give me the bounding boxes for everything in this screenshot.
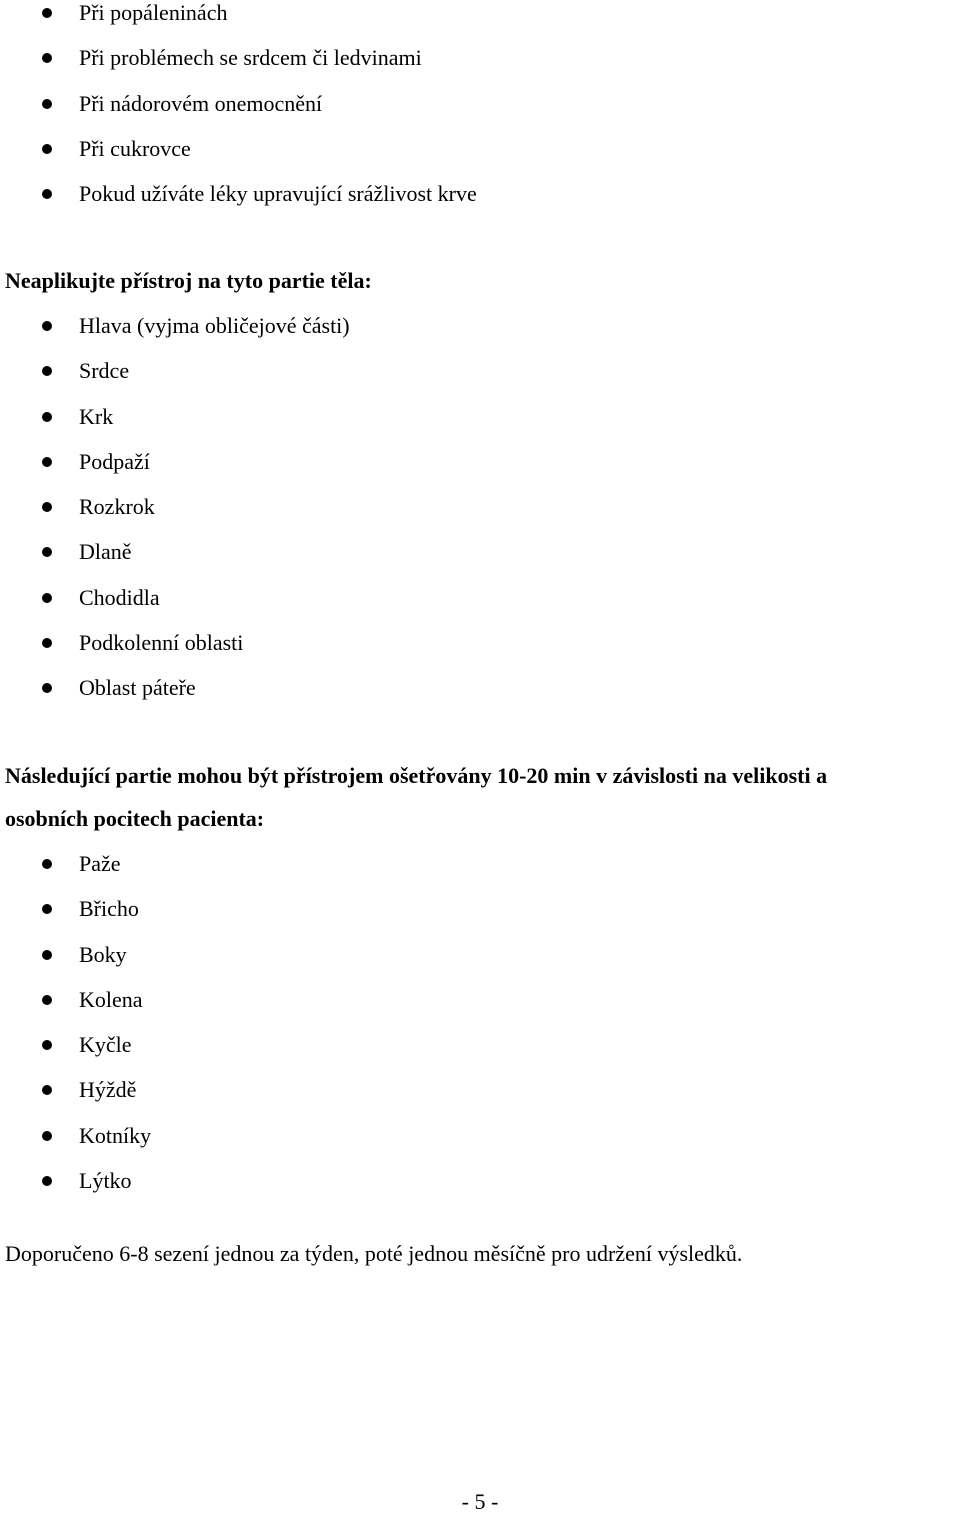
list-item-text: Při problémech se srdcem či ledvinami xyxy=(79,45,422,71)
list-item xyxy=(0,2,960,47)
list-item-text: Chodidla xyxy=(79,584,160,610)
bullet-icon xyxy=(42,321,52,331)
list-item-text: Paže xyxy=(79,851,121,876)
bullet-icon xyxy=(42,1176,52,1186)
list-item xyxy=(0,47,960,92)
list-item-text: Srdce xyxy=(79,358,130,384)
bullet-icon xyxy=(42,8,52,18)
list-item xyxy=(0,90,960,138)
list-item-text: Oblast páteře xyxy=(79,675,196,701)
bullet-icon xyxy=(42,950,52,960)
list-item xyxy=(0,315,960,360)
list-item xyxy=(0,632,960,677)
list-item xyxy=(0,1034,960,1079)
list-item xyxy=(0,986,960,1034)
bullet-icon xyxy=(42,366,52,376)
list-item-text: Hlava (vyjma obličejové části) xyxy=(79,313,350,338)
list-item xyxy=(0,941,960,989)
list-item-text: Rozkrok xyxy=(79,494,155,520)
list-item xyxy=(0,898,960,943)
bullet-icon xyxy=(42,683,52,693)
bullet-icon xyxy=(42,1040,52,1050)
list-item xyxy=(0,541,960,586)
list-item xyxy=(0,1122,960,1170)
bullet-icon xyxy=(42,502,52,512)
list-item xyxy=(0,183,960,228)
list-item xyxy=(0,1079,960,1124)
list-item-text: Pokud užíváte léky upravující srážlivost krve xyxy=(79,181,477,207)
list-item xyxy=(0,496,960,541)
list-item-text: Při nádorovém onemocnění xyxy=(79,90,323,116)
closing-recommendation: Doporučeno 6-8 sezení jednou za týden, poté jednou měsíčně pro udržení výsledků. xyxy=(5,1241,743,1266)
section-heading-excluded-areas: Neaplikujte přístroj na tyto partie těla: xyxy=(5,268,372,293)
section-heading-line: Následující partie mohou být přístrojem ošetřovány 10-20 min v závislosti na velikosti a xyxy=(5,763,828,788)
section-heading-treatable-areas xyxy=(0,754,955,840)
list-item xyxy=(0,677,960,722)
list-item-text: Podpaží xyxy=(79,448,150,474)
list-item xyxy=(0,448,960,496)
bullet-icon xyxy=(42,1085,52,1095)
bullet-icon xyxy=(42,144,52,154)
bullet-icon xyxy=(42,457,52,467)
bullet-icon xyxy=(42,995,52,1005)
list-item-text: Dlaně xyxy=(79,539,132,565)
list-item-text: Boky xyxy=(79,941,127,967)
bullet-icon xyxy=(42,1131,52,1141)
list-item xyxy=(0,135,960,183)
list-item-text: Kolena xyxy=(79,986,143,1012)
treatable-areas-list xyxy=(0,853,960,1215)
bullet-icon xyxy=(42,904,52,914)
list-item-text: Kotníky xyxy=(79,1122,152,1148)
section-heading-line: osobních pocitech pacienta: xyxy=(5,806,265,831)
list-item xyxy=(0,360,960,405)
bullet-icon xyxy=(42,99,52,109)
bullet-icon xyxy=(42,859,52,869)
bullet-icon xyxy=(42,53,52,63)
list-item-text: Lýtko xyxy=(79,1168,132,1194)
bullet-icon xyxy=(42,412,52,422)
list-item-text: Břicho xyxy=(79,896,139,922)
contraindications-list xyxy=(0,2,960,228)
bullet-icon xyxy=(42,593,52,603)
list-item xyxy=(0,403,960,451)
bullet-icon xyxy=(42,638,52,648)
list-item xyxy=(0,853,960,898)
list-item-text: Podkolenní oblasti xyxy=(79,630,244,656)
excluded-areas-list xyxy=(0,315,960,723)
bullet-icon xyxy=(42,189,52,199)
page-number: - 5 - xyxy=(461,1489,499,1514)
list-item xyxy=(0,1170,960,1215)
list-item-text: Krk xyxy=(79,403,114,429)
list-item-text: Při cukrovce xyxy=(79,135,191,161)
bullet-icon xyxy=(42,547,52,557)
list-item xyxy=(0,584,960,632)
list-item-text: Při popáleninách xyxy=(79,0,228,25)
list-item-text: Kyčle xyxy=(79,1032,132,1058)
list-item-text: Hýždě xyxy=(79,1077,137,1103)
